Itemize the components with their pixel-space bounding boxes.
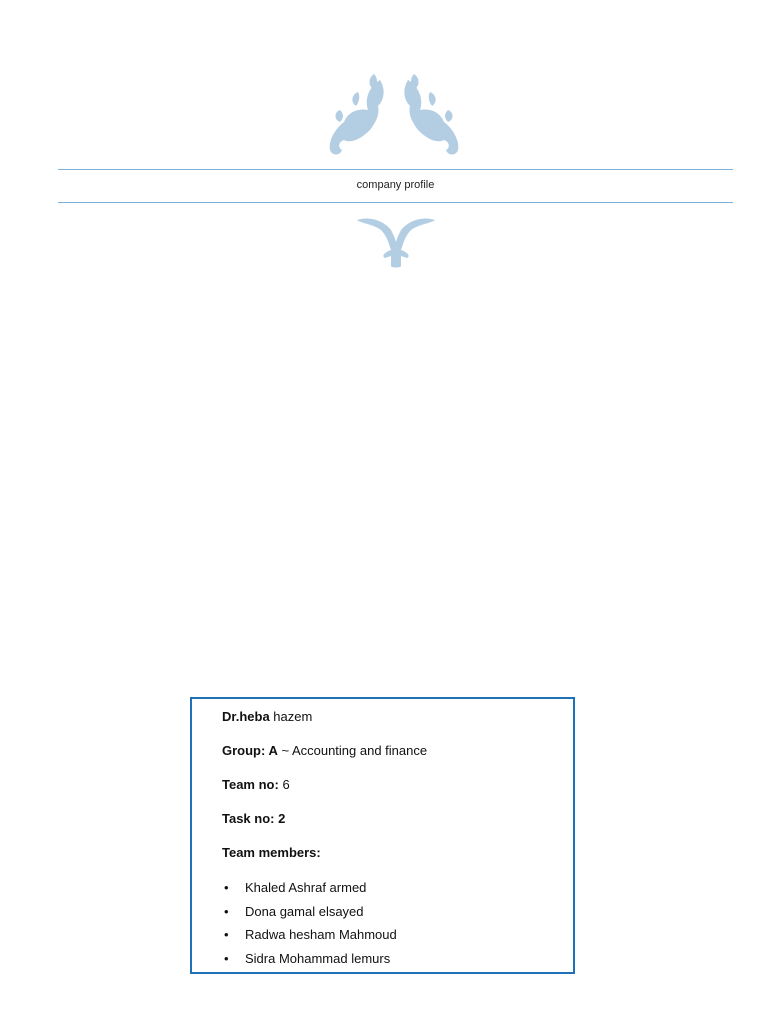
floral-ornament-bottom-icon <box>355 212 437 270</box>
group-line <box>222 743 427 758</box>
member-name: Radwa hesham Mahmoud <box>245 927 397 942</box>
bullet-icon: • <box>224 927 229 942</box>
list-item <box>222 879 397 903</box>
team-number-line <box>222 777 290 792</box>
task-number-line <box>222 811 285 826</box>
task-number-label: Task no: 2 <box>222 811 286 826</box>
team-info-box <box>190 697 575 974</box>
member-name: Khaled Ashraf armed <box>245 880 367 895</box>
instructor-value: hazem <box>269 709 313 724</box>
bullet-icon: • <box>224 880 229 895</box>
team-members-label: Team members: <box>222 845 321 860</box>
header-divider-bottom <box>58 202 733 203</box>
page-header-title: company profile <box>356 179 435 191</box>
team-number-value: 6 <box>278 777 290 792</box>
team-members-list <box>222 879 397 973</box>
instructor-label: Dr.heba <box>222 709 270 724</box>
group-value: ~ Accounting and finance <box>277 743 428 758</box>
list-item <box>222 926 397 950</box>
group-label: Group: A <box>222 743 278 758</box>
list-item <box>222 950 397 974</box>
header-divider-top <box>58 169 733 170</box>
bullet-icon: • <box>224 950 229 966</box>
member-name: Sidra Mohammad lemurs <box>245 950 391 966</box>
member-name: Dona gamal elsayed <box>245 903 364 919</box>
team-members-heading <box>222 845 321 860</box>
team-number-label: Team no: <box>222 777 279 792</box>
floral-ornament-top-icon <box>318 70 470 160</box>
list-item <box>222 903 397 927</box>
instructor-line <box>222 709 312 724</box>
bullet-icon: • <box>224 903 229 919</box>
